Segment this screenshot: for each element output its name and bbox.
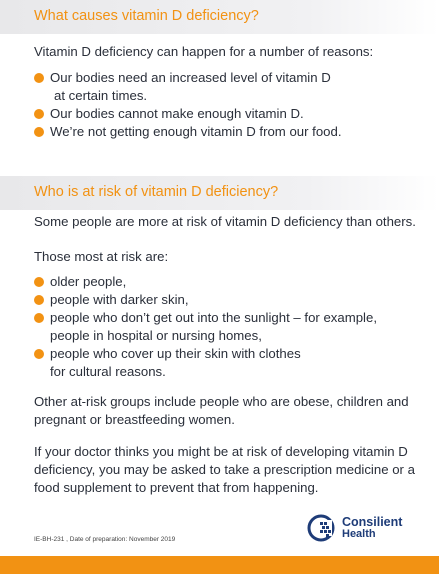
logo-subtitle: Health bbox=[342, 528, 376, 540]
bullet-dot-icon bbox=[34, 313, 44, 323]
causes-list bbox=[34, 69, 342, 141]
list-item: Our bodies need an increased level of vitamin D at certain times. bbox=[34, 69, 342, 105]
bullet-dot-icon bbox=[34, 127, 44, 137]
bullet-dot-icon bbox=[34, 73, 44, 83]
consilient-logo-mark-icon bbox=[306, 512, 340, 544]
list-item: older people, bbox=[34, 273, 377, 291]
list-item: people who cover up their skin with clothes for cultural reasons. bbox=[34, 345, 377, 381]
list-item: people with darker skin, bbox=[34, 291, 377, 309]
causes-intro: Vitamin D deficiency can happen for a number of reasons: bbox=[34, 44, 374, 59]
section-header-risk bbox=[0, 176, 439, 210]
list-item: We’re not getting enough vitamin D from our food. bbox=[34, 123, 342, 141]
bullet-dot-icon bbox=[34, 295, 44, 305]
risk-intro: Some people are more at risk of vitamin D deficiency than others. bbox=[34, 214, 416, 229]
list-item: Our bodies cannot make enough vitamin D. bbox=[34, 105, 342, 123]
logo-wordmark: Consilient bbox=[342, 515, 403, 529]
risk-lead: Those most at risk are: bbox=[34, 249, 169, 264]
list-item: people who don’t get out into the sunlight – for example, people in hospital or nursing homes, bbox=[34, 309, 377, 345]
bullet-dot-icon bbox=[34, 109, 44, 119]
section-header-causes bbox=[0, 0, 439, 34]
bullet-dot-icon bbox=[34, 277, 44, 287]
section-title-causes: What causes vitamin D deficiency? bbox=[34, 8, 259, 24]
document-reference-note: IE-BH-231 , Date of preparation: November 2019 bbox=[34, 536, 176, 543]
risk-paragraph-other-groups: Other at-risk groups include people who are obese, children and pregnant or breastfeeding women. bbox=[34, 394, 409, 427]
bullet-dot-icon bbox=[34, 349, 44, 359]
section-title-risk: Who is at risk of vitamin D deficiency? bbox=[34, 184, 279, 200]
footer-accent-bar bbox=[0, 556, 439, 574]
risk-paragraph-doctor: If your doctor thinks you might be at risk of developing vitamin D deficiency, you may be asked to take a prescription medicine or a food supplement to prevent that from happening. bbox=[34, 444, 415, 495]
consilient-health-logo bbox=[306, 512, 418, 544]
risk-list bbox=[34, 273, 377, 381]
